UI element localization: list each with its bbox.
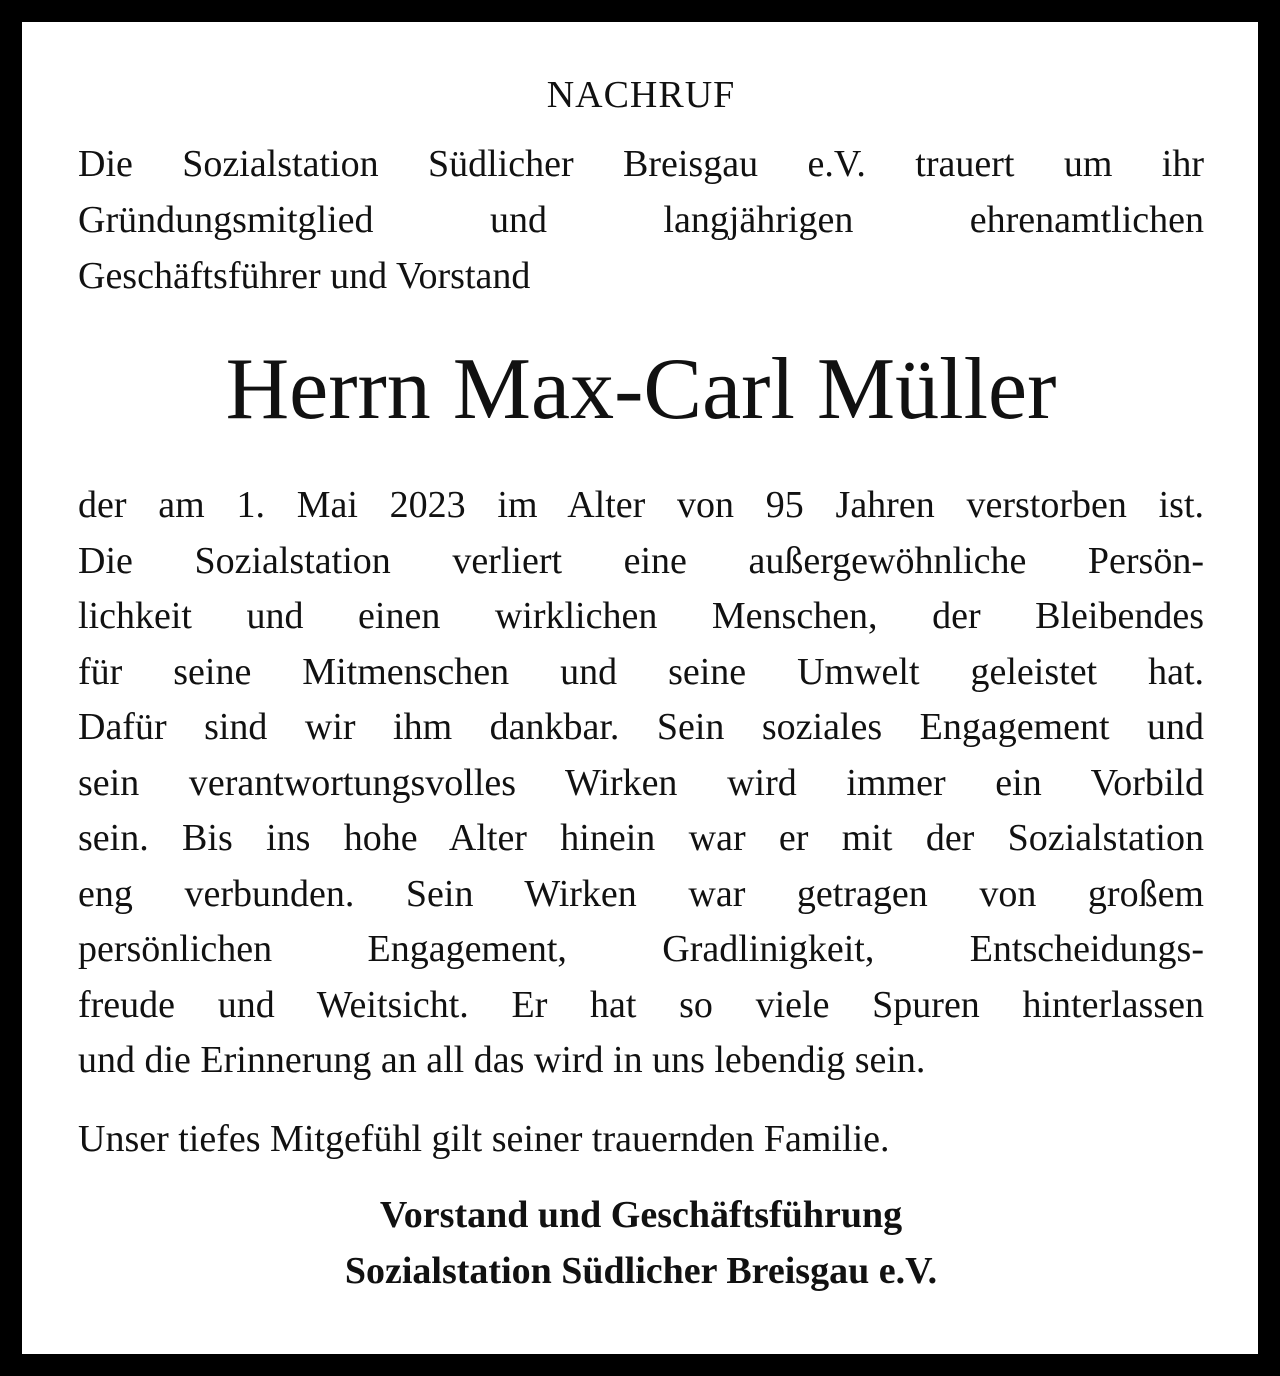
intro-line: Geschäftsführer und Vorstand [78,255,531,297]
body-line: und die Erinnerung an all das wird in uns lebendig sein. [78,1039,926,1081]
body-line: freude und Weitsicht. Er hat so viele Spuren hinterlassen [78,983,1204,1026]
intro-line: Gründungsmitglied und langjährigen ehrenamtlichen [78,199,1204,241]
deceased-name: Herrn Max-Carl Müller [225,341,1057,438]
condolence-text: Unser tiefes Mitgefühl gilt seiner trauernden Familie. [78,1117,890,1160]
signature-line: Vorstand und Geschäftsführung [379,1193,903,1236]
intro-paragraph [78,136,1204,304]
obituary-frame [22,22,1258,1354]
signature-block [78,1187,1204,1299]
obituary-content [78,72,1204,1299]
body-line: persönlichen Engagement, Gradlinigkeit, Entscheidungs- [78,928,1204,970]
signature-line: Sozialstation Südlicher Breisgau e.V. [344,1249,938,1292]
body-line: sein verantwortungsvolles Wirken wird immer ein Vorbild [78,761,1204,804]
body-line: sein. Bis ins hohe Alter hinein war er mit der Sozialstation [78,817,1204,859]
obituary-heading: NACHRUF [546,74,736,116]
body-line: Dafür sind wir ihm dankbar. Sein soziales Engagement und [78,706,1204,748]
body-line: für seine Mitmenschen und seine Umwelt geleistet hat. [78,650,1204,693]
intro-line: Die Sozialstation Südlicher Breisgau e.V. trauert um ihr [78,143,1204,185]
body-line: Die Sozialstation verliert eine außergewöhnliche Persön- [78,539,1204,582]
body-line: lichkeit und einen wirklichen Menschen, der Bleibendes [78,595,1204,637]
body-line: der am 1. Mai 2023 im Alter von 95 Jahren verstorben ist. [78,484,1204,526]
body-paragraph [78,478,1204,1089]
body-line: eng verbunden. Sein Wirken war getragen von großem [78,872,1204,915]
